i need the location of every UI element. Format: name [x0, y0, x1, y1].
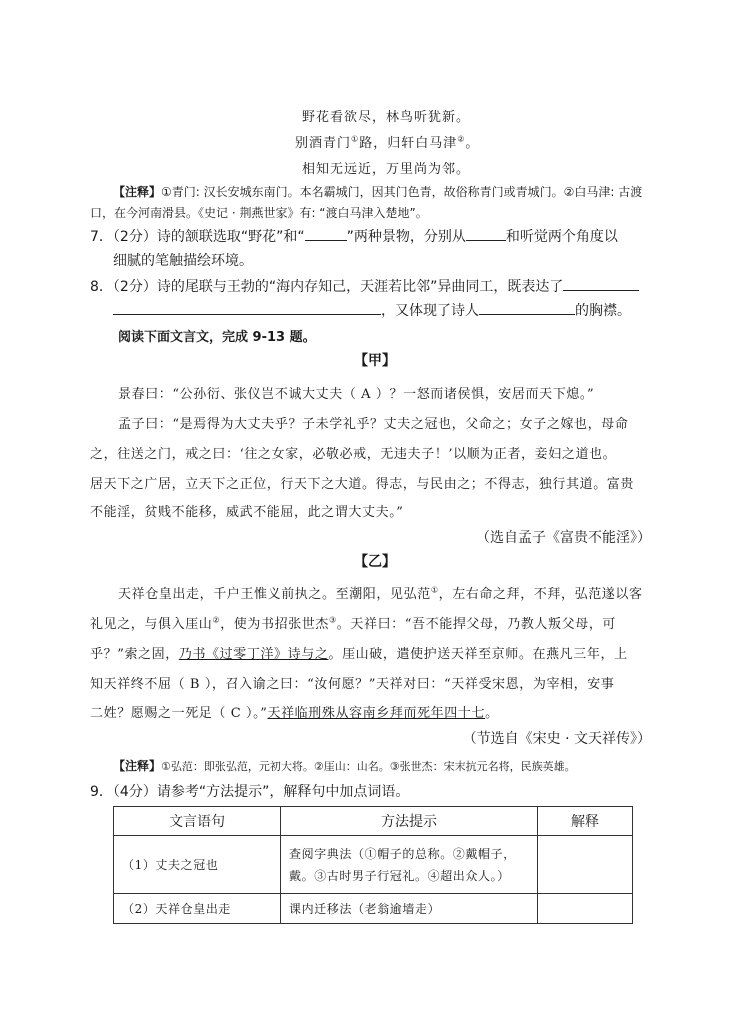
table-cell-hint: 查阅字典法（①帽子的总称。②戴帽子，戴。③古时男子行冠礼。④超出众人。）	[281, 836, 538, 894]
table-cell-answer[interactable]	[538, 894, 633, 924]
poem-text: 。	[465, 136, 480, 151]
question-9	[90, 781, 409, 801]
poem-line-1: 野花看欲尽，林鸟听犹新。	[302, 110, 471, 125]
footnote-mark: ③	[329, 615, 337, 625]
footnote-mark: ①	[430, 585, 439, 595]
table-row	[114, 894, 633, 924]
section-heading-jia: 【甲】	[354, 353, 396, 369]
answer-table	[113, 806, 633, 924]
yi-line-2	[90, 613, 616, 632]
jia-paragraph-1: 景春曰：“公孙衍、张仪岂不诚大丈夫（ A ）？一怒而诸侯惧，安居而天下熄。”	[118, 387, 595, 402]
question-number: 8．	[90, 279, 113, 295]
underlined-sentence: 乃书《过零丁洋》诗与之	[178, 647, 329, 662]
table-header-row	[114, 807, 633, 836]
table-cell-answer[interactable]	[538, 836, 633, 894]
yi-line-1	[118, 583, 643, 602]
footnote-mark: ②	[212, 615, 221, 625]
reading-instruction: 阅读下面文言文，完成 9-13 题。	[118, 330, 316, 345]
table-header: 解释	[538, 807, 633, 836]
jia-paragraph-2-line-4: 不能淫，贫贱不能移，威武不能屈，此之谓大丈夫。”	[90, 505, 404, 520]
question-text: 的胸襟。	[575, 303, 631, 319]
yi-text: ，使为书招张世杰	[220, 617, 329, 632]
poem-line-2	[295, 132, 479, 151]
annotation-text: ①弘范：即张弘范，元初大将。②厓山：山名。③张世杰：宋末抗元名将，民族英雄。	[161, 760, 576, 773]
poem-text: 别酒青门	[295, 136, 352, 151]
annotation-label: 【注释】	[113, 759, 162, 773]
yi-text: 。厓山破，遣使护送天祥至京师。在燕凡三年，上	[328, 647, 628, 662]
underlined-sentence: 天祥临刑殊从容南乡拜而死年四十七	[267, 706, 486, 721]
answer-blank[interactable]	[305, 226, 347, 241]
annotation-text: ①青门: 汉长安城东南门。本名霸城门，因其门色青，故俗称青门或青城门。②白马津: 古渡	[161, 185, 643, 199]
yi-line-3	[90, 643, 628, 662]
jia-source: （选自孟子《富贵不能淫》）	[476, 530, 651, 546]
answer-blank[interactable]	[113, 300, 381, 315]
annotation-1-cont: 口，在今河南滑县。《史记 · 荆燕世家》有: “渡白马津入楚地”。	[90, 206, 428, 220]
question-8-cont	[113, 300, 631, 320]
question-7-cont: 细腻的笔触描绘环境。	[113, 253, 253, 269]
question-8	[90, 276, 639, 296]
yi-text: 乎？”索之固，	[90, 647, 179, 662]
table-cell-hint: 课内迁移法（老翁逾墙走）	[281, 894, 538, 924]
answer-blank[interactable]	[563, 276, 639, 291]
table-header: 方法提示	[281, 807, 538, 836]
table-header: 文言语句	[114, 807, 281, 836]
question-number: 7．	[90, 229, 113, 245]
question-text: （4分）请参考“方法提示”，解释句中加点词语。	[112, 784, 410, 800]
footnote-mark: ②	[457, 134, 466, 144]
question-text: ”两种景物，分别从	[346, 229, 466, 245]
annotation-1	[113, 183, 642, 200]
yi-text: ，左右命之拜，不拜，弘范遂以客	[438, 587, 643, 602]
yi-text: 。天祥曰：“吾不能捍父母，乃教人叛父母，可	[336, 617, 617, 632]
yi-line-5	[90, 702, 499, 721]
question-number: 9．	[90, 784, 113, 800]
yi-source: （节选自《宋史 · 文天祥传》）	[462, 731, 651, 747]
annotation-2	[113, 757, 576, 774]
jia-paragraph-2-line-3: 居天下之广居，立天下之正位，行天下之大道。得志，与民由之；不得志，独行其道。富贵	[90, 477, 635, 492]
poem-text: 路，归轩白马津	[359, 136, 458, 151]
yi-text: 二姓？愿赐之一死足（ C ）。”	[90, 706, 268, 721]
table-cell-sentence: （1）丈夫之冠也	[114, 836, 281, 894]
question-7	[90, 226, 618, 246]
annotation-label: 【注释】	[113, 185, 162, 199]
yi-text: 天祥仓皇出走，千户王惟义前执之。至潮阳，见弘范	[118, 587, 431, 602]
question-text: （2分）诗的颔联选取“野花”和“	[112, 229, 305, 245]
jia-paragraph-2-line-1: 孟子曰：“是焉得为大丈夫乎？子未学礼乎？丈夫之冠也，父命之；女子之嫁也，母命	[118, 417, 629, 432]
section-heading-yi: 【乙】	[354, 554, 396, 570]
yi-line-4: 知天祥终不屈（ B ），召入谕之曰：“汝何愿？”天祥对曰：“天祥受宋恩，为宰相，安事	[90, 677, 615, 692]
answer-blank[interactable]	[466, 226, 506, 241]
jia-paragraph-2-line-2: 之，往送之门，戒之曰：‘往之女家，必敬必戒，无违夫子！’以顺为正者，妾妇之道也。	[90, 447, 617, 462]
table-cell-sentence: （2）天祥仓皇出走	[114, 894, 281, 924]
yi-text: 。	[485, 706, 499, 721]
footnote-mark: ①	[351, 134, 360, 144]
answer-blank[interactable]	[479, 300, 575, 315]
question-text: 和听觉两个角度以	[505, 229, 618, 245]
question-text: （2分）诗的尾联与王勃的“海内存知己，天涯若比邻”异曲同工，既表达了	[112, 279, 564, 295]
question-text: ，又体现了诗人	[381, 303, 479, 319]
table-row	[114, 836, 633, 894]
poem-line-3: 相知无远近，万里尚为邻。	[302, 162, 471, 177]
yi-text: 礼见之，与俱入厓山	[90, 617, 213, 632]
